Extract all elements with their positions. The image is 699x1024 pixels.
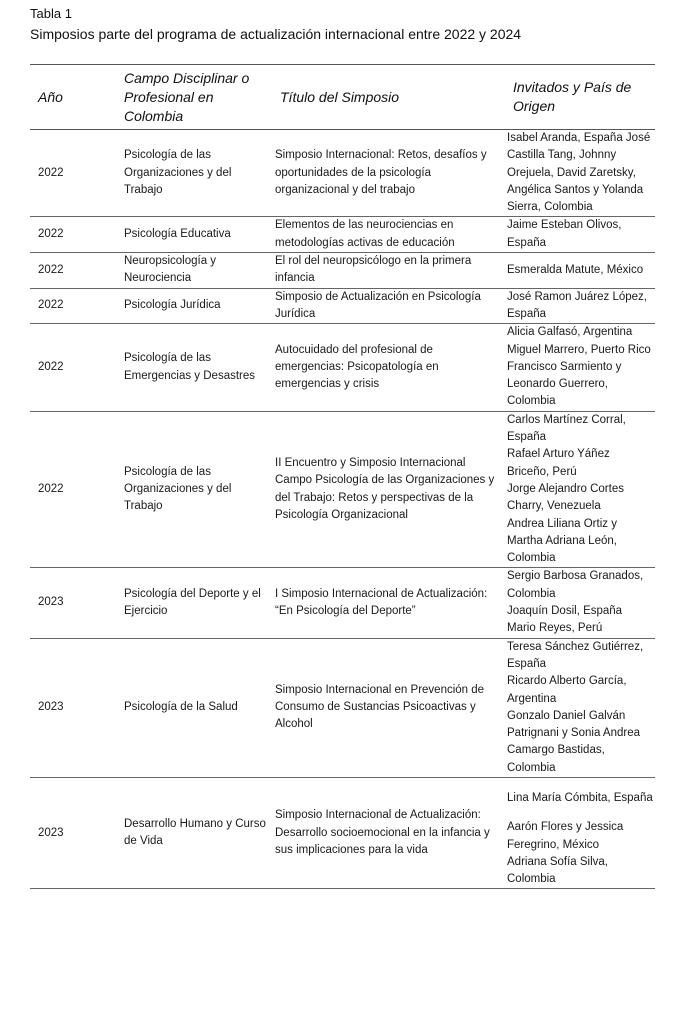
guest-entry: Esmeralda Matute, México	[507, 263, 644, 276]
row-guests	[505, 568, 655, 638]
header-guests: Invitados y País de Origen	[505, 65, 655, 130]
table-row	[30, 568, 655, 638]
row-field: Psicología Jurídica	[116, 288, 272, 324]
row-year: 2022	[30, 130, 116, 217]
row-year: 2022	[30, 217, 116, 253]
table-row	[30, 411, 655, 568]
row-symposium-title: Simposio Internacional en Prevención de Consumo de Sustancias Psicoactivas y Alcohol	[272, 638, 505, 777]
header-year: Año	[30, 65, 116, 130]
guest-entry: Sergio Barbosa Granados, Colombia	[507, 570, 644, 600]
row-symposium-title: I Simposio Internacional de Actualización: “En Psicología del Deporte”	[272, 568, 505, 638]
row-symposium-title: El rol del neuropsicólogo en la primera infancia	[272, 253, 505, 289]
table-row	[30, 777, 655, 888]
guest-entry: Adriana Sofía Silva, Colombia	[507, 855, 609, 886]
table-row	[30, 638, 655, 777]
row-field: Desarrollo Humano y Curso de Vida	[116, 777, 272, 888]
guest-entry: Teresa Sánchez Gutiérrez, España	[507, 640, 644, 670]
guest-entry: Andrea Liliana Ortiz y Martha Adriana León, Colombia	[507, 517, 617, 565]
guest-entry: Aarón Flores y Jessica Feregrino, México	[507, 821, 624, 851]
table-number: Tabla 1	[30, 6, 72, 21]
row-guests	[505, 638, 655, 777]
row-guests	[505, 324, 655, 411]
header-symposium-title: Título del Simposio	[272, 65, 505, 130]
row-year: 2023	[30, 777, 116, 888]
row-field: Psicología de las Organizaciones y del Trabajo	[116, 130, 272, 217]
guest-entry: Miguel Marrero, Puerto Rico	[507, 343, 651, 356]
row-guests	[505, 288, 655, 324]
table-row	[30, 217, 655, 253]
guest-entry: Alicia Galfasó, Argentina	[507, 326, 633, 339]
header-row	[30, 65, 655, 130]
guest-entry: Ricardo Alberto García, Argentina	[507, 675, 627, 705]
guest-entry: Rafael Arturo Yáñez Briceño, Perú	[507, 448, 610, 478]
row-symposium-title: Simposio Internacional de Actualización: Desarrollo socioemocional en la infancia y sus implicaciones para la vida	[272, 777, 505, 888]
table-row	[30, 130, 655, 217]
guest-entry: Jorge Alejandro Cortes Charry, Venezuela	[507, 482, 624, 513]
guest-entry: Jaime Esteban Olivos, España	[507, 219, 622, 249]
header-field: Campo Disciplinar o Profesional en Colombia	[116, 65, 272, 130]
row-field: Psicología de la Salud	[116, 638, 272, 777]
table-row	[30, 288, 655, 324]
row-guests	[505, 253, 655, 289]
row-year: 2023	[30, 568, 116, 638]
row-year: 2022	[30, 411, 116, 568]
row-field: Psicología de las Organizaciones y del Trabajo	[116, 411, 272, 568]
row-field: Psicología Educativa	[116, 217, 272, 253]
row-guests	[505, 777, 655, 888]
row-guests	[505, 411, 655, 568]
row-field: Psicología del Deporte y el Ejercicio	[116, 568, 272, 638]
guest-entry: Isabel Aranda, España José Castilla Tang, Johnny Orejuela, David Zaretsky, Angélica Santos y Yolanda Sierra, Colombia	[507, 132, 651, 214]
row-symposium-title: Simposio Internacional: Retos, desafíos y oportunidades de la psicología organizacional y del trabajo	[272, 130, 505, 217]
row-guests	[505, 217, 655, 253]
row-symposium-title: Autocuidado del profesional de emergencias: Psicopatología en emergencias y crisis	[272, 324, 505, 411]
row-field: Neuropsicología y Neurociencia	[116, 253, 272, 289]
row-symposium-title: Elementos de las neurociencias en metodologías activas de educación	[272, 217, 505, 253]
row-symposium-title: Simposio de Actualización en Psicología Jurídica	[272, 288, 505, 324]
table-row	[30, 253, 655, 289]
guest-entry: Joaquín Dosil, España	[507, 605, 623, 618]
symposium-table	[30, 64, 655, 889]
guest-entry: Mario Reyes, Perú	[507, 622, 603, 635]
guest-entry: Francisco Sarmiento y Leonardo Guerrero, Colombia	[507, 360, 622, 408]
row-guests	[505, 130, 655, 217]
table-row	[30, 324, 655, 411]
row-year: 2022	[30, 288, 116, 324]
row-year: 2022	[30, 253, 116, 289]
row-symposium-title: II Encuentro y Simposio Internacional Campo Psicología de las Organizaciones y del Trabajo: Retos y perspectivas de la Psicología Organizacional	[272, 411, 505, 568]
table-title: Simposios parte del programa de actualización internacional entre 2022 y 2024	[30, 26, 522, 42]
guest-entry: Gonzalo Daniel Galván Patrignani y Sonia Andrea Camargo Bastidas, Colombia	[507, 709, 640, 774]
guest-entry: José Ramon Juárez López, España	[507, 290, 647, 320]
row-year: 2022	[30, 324, 116, 411]
row-year: 2023	[30, 638, 116, 777]
guest-entry: Lina María Cómbita, España	[507, 791, 653, 804]
row-field: Psicología de las Emergencias y Desastres	[116, 324, 272, 411]
guest-entry: Carlos Martínez Corral, España	[507, 413, 626, 444]
